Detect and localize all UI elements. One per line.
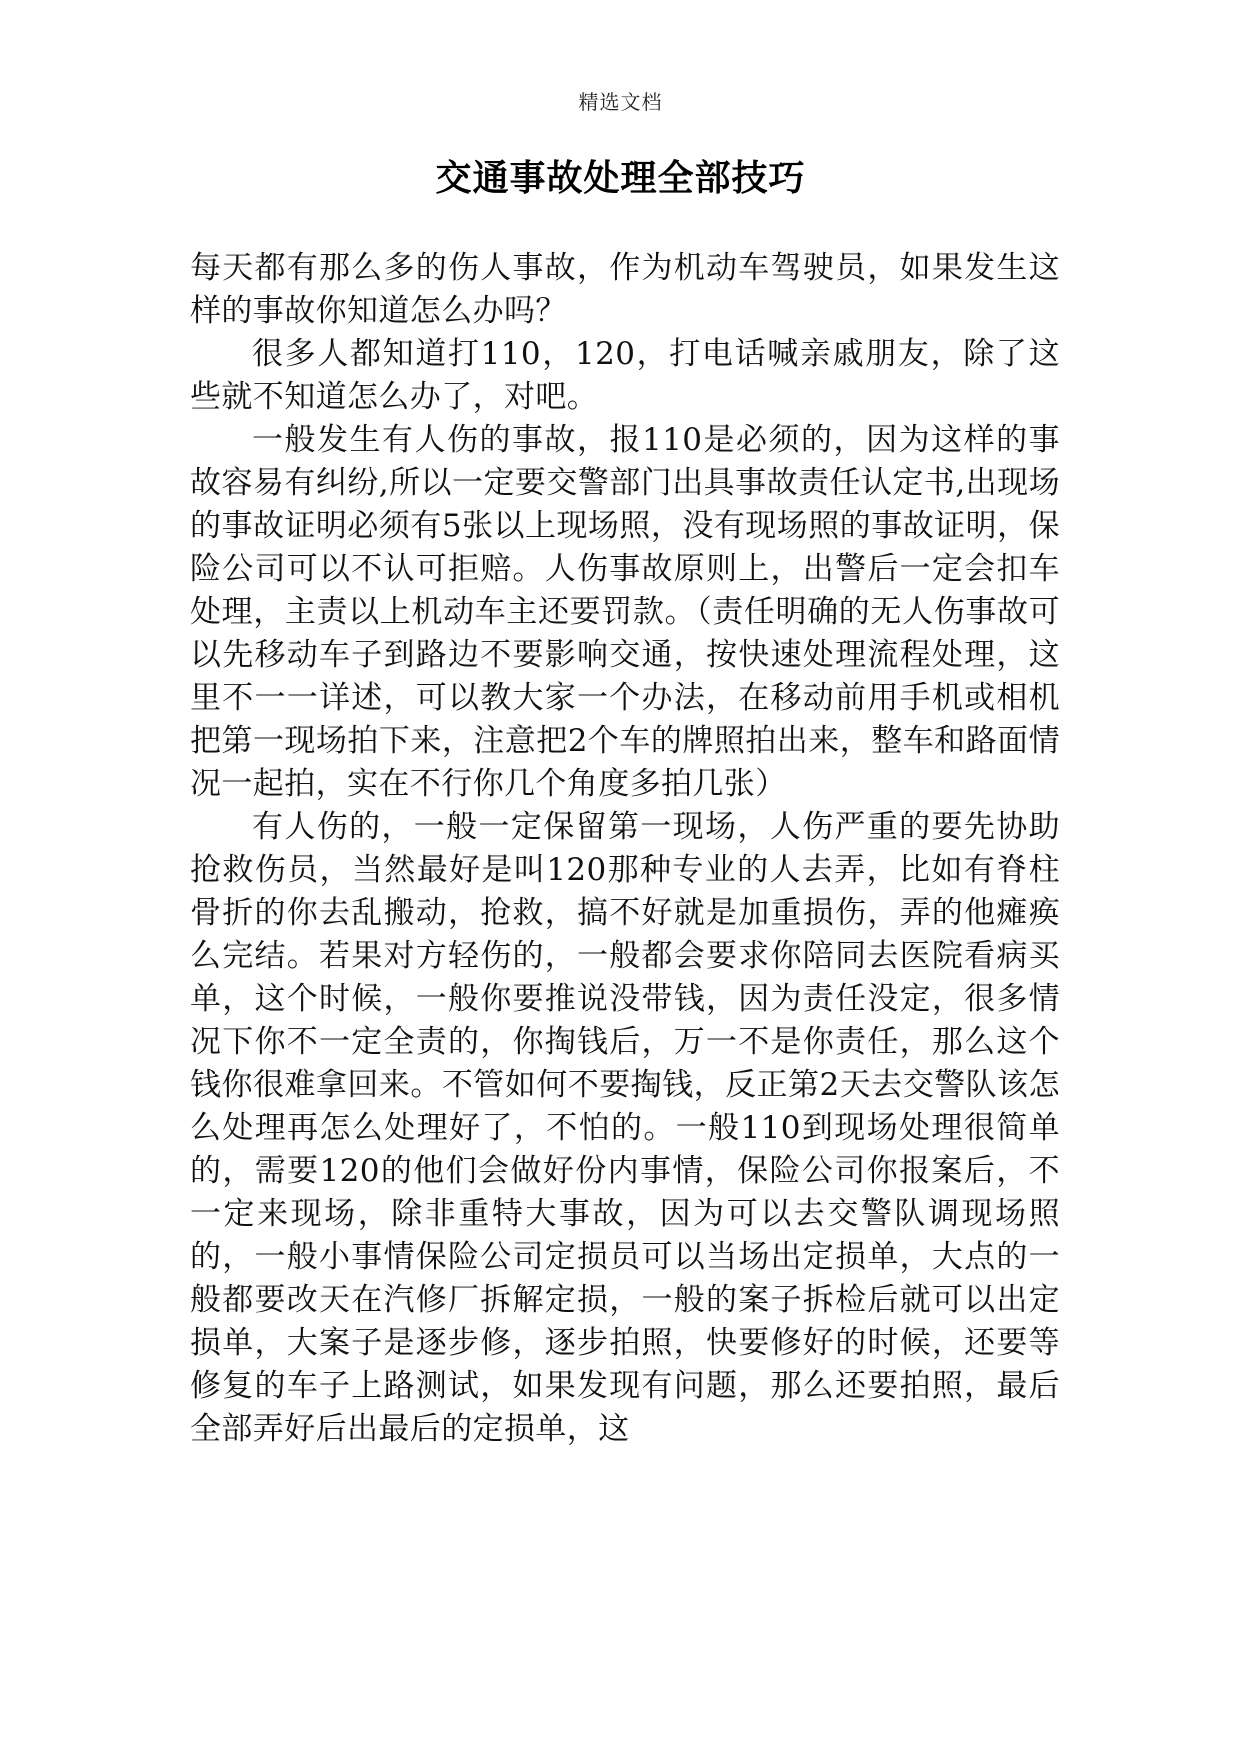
document-body	[190, 247, 1060, 1451]
paragraph-4: 有人伤的，一般一定保留第一现场，人伤严重的要先协助抢救伤员，当然最好是叫120那种专业的人去弄，比如有脊柱骨折的你去乱搬动，抢救，搞不好就是加重损伤，弄的他瘫痪么完结。若果对方轻伤的，一般都会要求你陪同去医院看病买单，这个时候，一般你要推说没带钱，因为责任没定，很多情况下你不一定全责的，你掏钱后，万一不是你责任，那么这个钱你很难拿回来。不管如何不要掏钱，反正第2天去交警队该怎么处理再怎么处理好了，不怕的。一般110到现场处理很简单的，需要120的他们会做好份内事情，保险公司你报案后，不一定来现场，除非重特大事故，因为可以去交警队调现场照的，一般小事情保险公司定损员可以当场出定损单，大点的一般都要改天在汽修厂拆解定损，一般的案子拆检后就可以出定损单，大案子是逐步修，逐步拍照，快要修好的时候，还要等修复的车子上路测试，如果发现有问题，那么还要拍照，最后全部弄好后出最后的定损单，这	[190, 809, 1060, 1447]
document-title: 交通事故处理全部技巧	[435, 158, 806, 199]
paragraph-2: 很多人都知道打110，120，打电话喊亲戚朋友，除了这些就不知道怎么办了，对吧。	[190, 336, 1060, 415]
paragraph-3: 一般发生有人伤的事故，报110是必须的，因为这样的事故容易有纠纷,所以一定要交警部门出具事故责任认定书,出现场的事故证明必须有5张以上现场照，没有现场照的事故证明，保险公司可以不认可拒赔。人伤事故原则上，出警后一定会扣车处理，主责以上机动车主还要罚款。（责任明确的无人伤事故可以先移动车子到路边不要影响交通，按快速处理流程处理，这里不一一详述，可以教大家一个办法，在移动前用手机或相机把第一现场拍下来，注意把2个车的牌照拍出来，整车和路面情况一起拍，实在不行你几个角度多拍几张）	[190, 422, 1060, 802]
page-header: 精选文档	[578, 90, 663, 114]
paragraph-1: 每天都有那么多的伤人事故，作为机动车驾驶员，如果发生这样的事故你知道怎么办吗？	[190, 250, 1060, 329]
